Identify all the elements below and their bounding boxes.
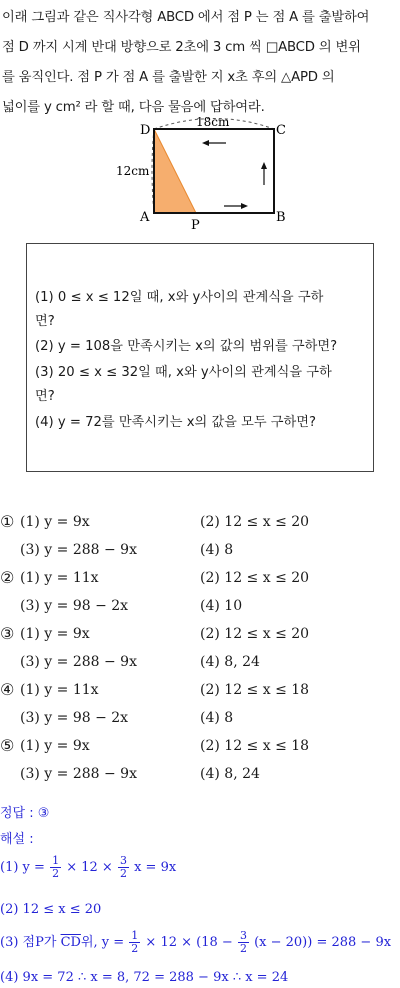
choice-4-row-1[interactable] — [0, 680, 400, 705]
choice-4-answer-4: (4) 8 — [200, 710, 234, 726]
explanation-heading: 해설 : — [0, 832, 34, 847]
label-C: C — [276, 123, 286, 138]
choice-2-row-1[interactable] — [0, 568, 400, 593]
choice-3-number: ③ — [0, 624, 15, 643]
choice-3-answer-4: (4) 8, 24 — [200, 654, 260, 670]
problem-line-1: 이래 그림과 같은 직사각형 ABCD 에서 점 P 는 점 A 를 출발하여 — [2, 10, 370, 25]
choice-1-answer-1: (1) y = 9x — [20, 514, 90, 530]
choice-1-answer-3: (3) y = 288 − 9x — [20, 542, 137, 558]
problem-line-3: 를 움직인다. 점 P 가 점 A 를 출발한 지 x초 후의 △APD 의 — [2, 70, 335, 85]
problem-line-2: 점 D 까지 시계 반대 방향으로 2초에 3 cm 씩 □ABCD 의 변위 — [2, 40, 361, 55]
choice-5-answer-3: (3) y = 288 − 9x — [20, 766, 137, 782]
arrow-up-icon — [261, 162, 267, 185]
label-D: D — [140, 123, 151, 138]
left-length-label: 12cm — [116, 164, 150, 178]
choice-5-row-1[interactable] — [0, 736, 400, 761]
choice-4-answer-2: (2) 12 ≤ x ≤ 18 — [200, 682, 310, 698]
question-1-line-2: 면? — [35, 314, 55, 329]
step-3-mid: × 12 × (18 − — [145, 935, 233, 950]
question-3-line-2: 면? — [35, 389, 55, 404]
top-length-label: 18cm — [196, 115, 230, 129]
choice-2-number: ② — [0, 568, 15, 587]
fraction-one-half: $\frac{1}{2}$ — [52, 854, 60, 880]
solution-step-4: (4) 9x = 72 ∴ x = 8, 72 = 288 − 9x ∴ x = 24 — [0, 970, 289, 985]
choice-5-number: ⑤ — [0, 736, 15, 755]
choice-3-answer-1: (1) y = 9x — [20, 626, 90, 642]
choice-1-number: ① — [0, 512, 15, 531]
choice-3-answer-3: (3) y = 288 − 9x — [20, 654, 137, 670]
question-1-line-1: (1) 0 ≤ x ≤ 12일 때, x와 y사이의 관계식을 구하 — [35, 290, 324, 305]
choice-4-row-2 — [0, 708, 400, 733]
label-B: B — [276, 210, 286, 225]
choice-2-answer-4: (4) 10 — [200, 598, 243, 614]
choice-2-answer-2: (2) 12 ≤ x ≤ 20 — [200, 570, 310, 586]
solution-step-3 — [0, 930, 391, 955]
step-1-suffix: x = 9x — [134, 860, 177, 875]
triangle-APD — [154, 129, 196, 213]
choice-4-answer-3: (3) y = 98 − 2x — [20, 710, 129, 726]
choice-5-row-2 — [0, 764, 400, 789]
question-2: (2) y = 108을 만족시키는 x의 값의 범위를 구하면? — [35, 339, 338, 354]
choice-1-row-2 — [0, 540, 400, 565]
choice-5-answer-2: (2) 12 ≤ x ≤ 18 — [200, 738, 310, 754]
choice-5-answer-4: (4) 8, 24 — [200, 766, 260, 782]
label-P: P — [191, 218, 200, 233]
choice-1-answer-4: (4) 8 — [200, 542, 234, 558]
choice-2-row-2 — [0, 596, 400, 621]
step-1-mid: × 12 × — [66, 860, 113, 875]
answer-line: 정답 : ③ — [0, 806, 50, 821]
fraction-three-halves-2: $\frac{3}{2}$ — [239, 929, 247, 955]
problem-line-4: 넓이를 y cm² 라 할 때, 다음 물음에 답하여라. — [2, 100, 265, 115]
choice-3-row-1[interactable] — [0, 624, 400, 649]
step-3-suffix: (x − 20)) = 288 − 9x — [254, 935, 392, 950]
choice-2-answer-1: (1) y = 11x — [20, 570, 99, 586]
arrow-left-icon — [202, 140, 226, 146]
arrow-right-icon — [224, 203, 248, 209]
problem-statement — [2, 3, 398, 123]
solution-step-2: (2) 12 ≤ x ≤ 20 — [0, 902, 102, 917]
choice-4-answer-1: (1) y = 11x — [20, 682, 99, 698]
solution-step-1 — [0, 855, 176, 880]
step-1-prefix: (1) y = — [0, 860, 45, 875]
choice-4-number: ④ — [0, 680, 15, 699]
rectangle-figure — [0, 110, 400, 235]
label-A: A — [140, 210, 150, 225]
segment-CD: $\overline{CD}$ — [60, 935, 81, 950]
question-3-line-1: (3) 20 ≤ x ≤ 32일 때, x와 y사이의 관계식을 구하 — [35, 365, 332, 380]
fraction-one-half-2: $\frac{1}{2}$ — [131, 929, 139, 955]
rectangle-diagram — [0, 110, 400, 235]
choice-1-answer-2: (2) 12 ≤ x ≤ 20 — [200, 514, 310, 530]
step-3-prefix: (3) 점P가 — [0, 935, 57, 950]
choice-3-answer-2: (2) 12 ≤ x ≤ 20 — [200, 626, 310, 642]
choice-5-answer-1: (1) y = 9x — [20, 738, 90, 754]
question-4: (4) y = 72를 만족시키는 x의 값을 모두 구하면? — [35, 415, 317, 430]
choice-1-row-1[interactable] — [0, 512, 400, 537]
choice-3-row-2 — [0, 652, 400, 677]
fraction-three-halves: $\frac{3}{2}$ — [119, 854, 127, 880]
questions-box — [26, 243, 374, 472]
choice-2-answer-3: (3) y = 98 − 2x — [20, 598, 129, 614]
step-3-after: 위, y = — [80, 935, 125, 950]
